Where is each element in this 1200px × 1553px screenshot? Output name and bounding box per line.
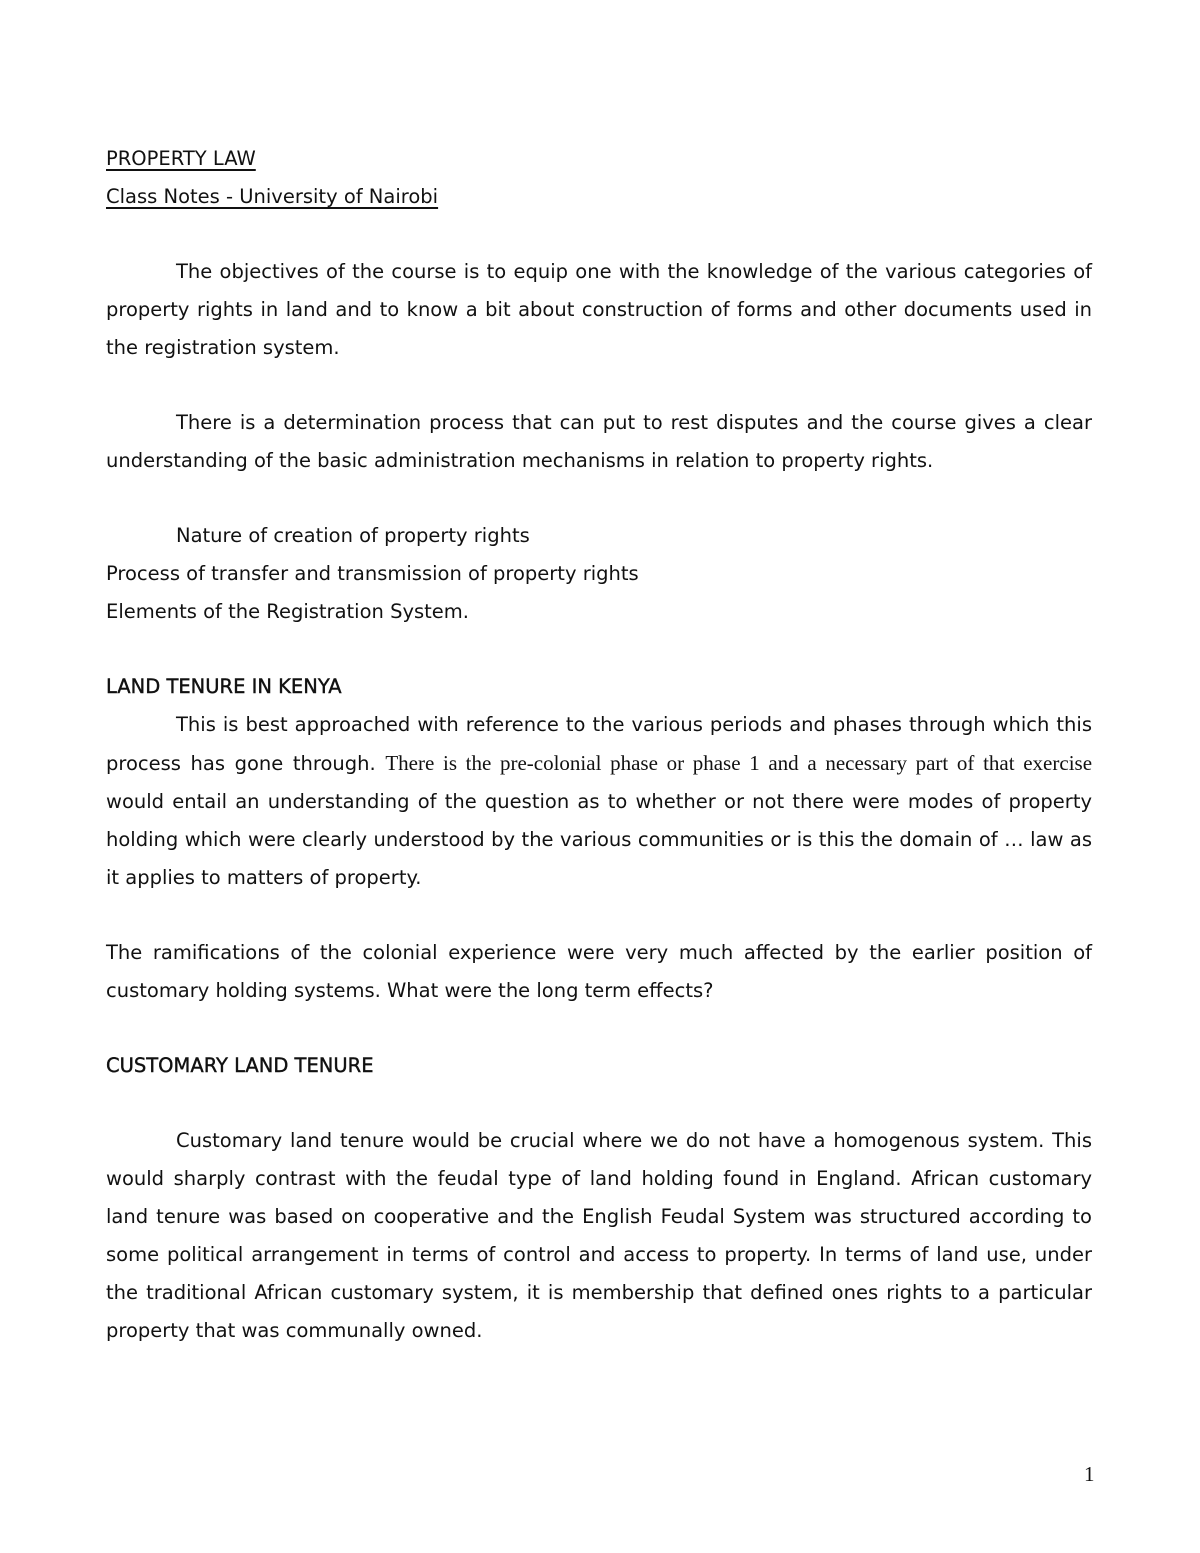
- document-title: PROPERTY LAW: [106, 147, 256, 170]
- spacer: [106, 1010, 1092, 1047]
- land-tenure-text-part3: would entail an understanding of the question as to whether or not there were modes of property holding which were clearly understood by the various communities or is this the domain of … law as it applies to matters of property.: [106, 790, 1092, 889]
- spacer: [106, 897, 1092, 934]
- document-subtitle: Class Notes - University of Nairobi: [106, 185, 439, 208]
- land-tenure-text-part2: There is the pre-colonial phase or phase 1 and a necessary part of that exercise: [385, 751, 1093, 775]
- topic-item: Nature of creation of property rights: [176, 524, 530, 547]
- intro-paragraph: The objectives of the course is to equip one with the knowledge of the various categories of property rights in land and to know a bit about construction of forms and other documents used in the registration system.: [106, 260, 1092, 359]
- spacer: [106, 216, 1092, 253]
- spacer: [106, 1085, 1092, 1122]
- determination-paragraph: There is a determination process that can put to rest disputes and the course gives a clear understanding of the basic administration mechanisms in relation to property rights.: [106, 411, 1092, 472]
- spacer: [106, 367, 1092, 404]
- land-tenure-text-part1: This is best approached with reference to the various periods and phases through which this process has gone through.: [106, 713, 1092, 775]
- document-body: [106, 140, 1092, 1350]
- customary-paragraph: Customary land tenure would be crucial where we do not have a homogenous system. This would sharply contrast with the feudal type of land holding found in England. African customary land tenure was based on cooperative and the English Feudal System was structured according to some political arrangement in terms of control and access to property. In terms of land use, under the traditional African customary system, it is membership that defined ones rights to a particular property that was communally owned.: [106, 1129, 1092, 1342]
- section-heading-customary: CUSTOMARY LAND TENURE: [106, 1054, 374, 1077]
- spacer: [106, 480, 1092, 517]
- land-tenure-paragraph: [106, 706, 1092, 897]
- topic-item: Process of transfer and transmission of property rights: [106, 562, 639, 585]
- section-heading-land-tenure: LAND TENURE IN KENYA: [106, 675, 342, 698]
- spacer: [106, 631, 1092, 668]
- ramifications-paragraph: The ramifications of the colonial experience were very much affected by the earlier position of customary holding systems. What were the long term effects?: [106, 941, 1092, 1002]
- page-number: 1: [1084, 1462, 1095, 1486]
- topic-item: Elements of the Registration System.: [106, 600, 469, 623]
